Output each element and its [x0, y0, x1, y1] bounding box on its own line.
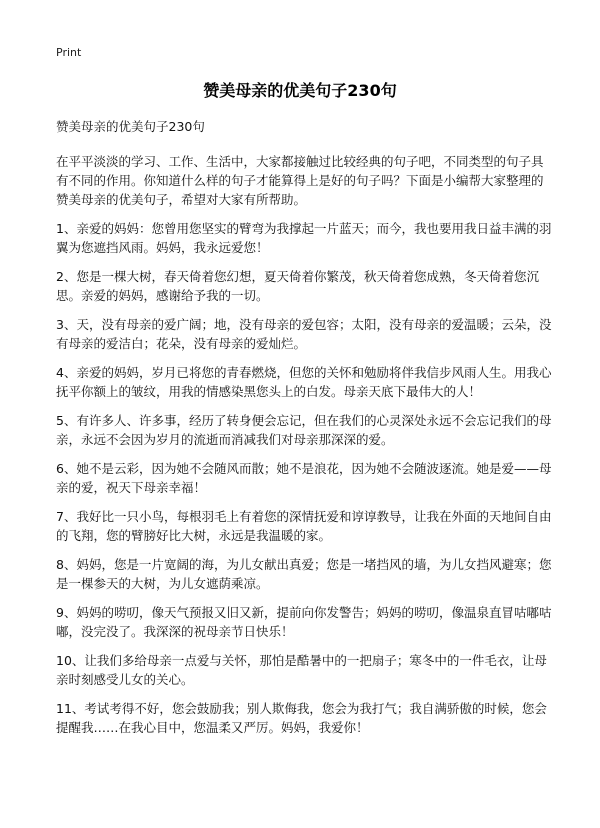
quote-paragraph-9: 9、妈妈的唠叨，像天气预报又旧又新，提前向你发警告；妈妈的唠叨，像温泉直冒咕嘟咕嘟，没完没了。我深深的祝母亲节日快乐！ — [56, 605, 552, 639]
print-link[interactable]: Print — [56, 46, 82, 59]
quote-paragraph-11: 11、考试考得不好，您会鼓励我；别人欺侮我，您会为我打气；我自满骄傲的时候，您会提醒我……在我心目中，您温柔又严厉。妈妈，我爱你！ — [56, 701, 547, 735]
quote-paragraph-1: 1、亲爱的妈妈：您曾用您坚实的臂弯为我撑起一片蓝天；而今，我也要用我日益丰满的羽翼为您遮挡风雨。妈妈，我永远爱您！ — [56, 221, 552, 255]
quote-paragraph-6: 6、她不是云彩，因为她不会随风而散；她不是浪花，因为她不会随波逐流。她是爱——母亲的爱，祝天下母亲幸福！ — [56, 461, 552, 495]
quote-paragraph-4: 4、亲爱的妈妈，岁月已将您的青春燃烧，但您的关怀和勉励将伴我信步风雨人生。用我心抚平你额上的皱纹，用我的情感染黑您头上的白发。母亲天底下最伟大的人！ — [56, 365, 552, 399]
intro-paragraph: 在平平淡淡的学习、工作、生活中，大家都接触过比较经典的句子吧，不同类型的句子具有不同的作用。你知道什么样的句子才能算得上是好的句子吗？下面是小编帮大家整理的赞美母亲的优美句子，希望对大家有所帮助。 — [56, 154, 544, 207]
quote-paragraph-8: 8、妈妈，您是一片宽阔的海，为儿女献出真爱；您是一堵挡风的墙，为儿女挡风避寒；您是一棵参天的大树，为儿女遮荫乘凉。 — [56, 557, 552, 591]
article-body — [56, 117, 552, 747]
page-title: 赞美母亲的优美句子230句 — [203, 81, 397, 100]
subtitle: 赞美母亲的优美句子230句 — [56, 119, 205, 134]
quote-paragraph-2: 2、您是一棵大树，春天倚着您幻想，夏天倚着你繁茂，秋天倚着您成熟，冬天倚着您沉思。亲爱的妈妈，感谢给予我的一切。 — [56, 269, 539, 303]
quote-paragraph-3: 3、天，没有母亲的爱广阔；地，没有母亲的爱包容；太阳，没有母亲的爱温暖；云朵，没有母亲的爱洁白；花朵，没有母亲的爱灿烂。 — [56, 317, 552, 351]
quote-paragraph-10: 10、让我们多给母亲一点爱与关怀，那怕是酷暑中的一把扇子；寒冬中的一件毛衣，让母亲时刻感受儿女的关心。 — [56, 653, 547, 687]
quote-paragraph-5: 5、有许多人、许多事，经历了转身便会忘记，但在我们的心灵深处永远不会忘记我们的母亲，永远不会因为岁月的流逝而消减我们对母亲那深深的爱。 — [56, 413, 552, 447]
quote-paragraph-7: 7、我好比一只小鸟，每根羽毛上有着您的深情抚爱和谆谆教导，让我在外面的天地间自由的飞翔，您的臂膀好比大树，永远是我温暖的家。 — [56, 509, 552, 543]
